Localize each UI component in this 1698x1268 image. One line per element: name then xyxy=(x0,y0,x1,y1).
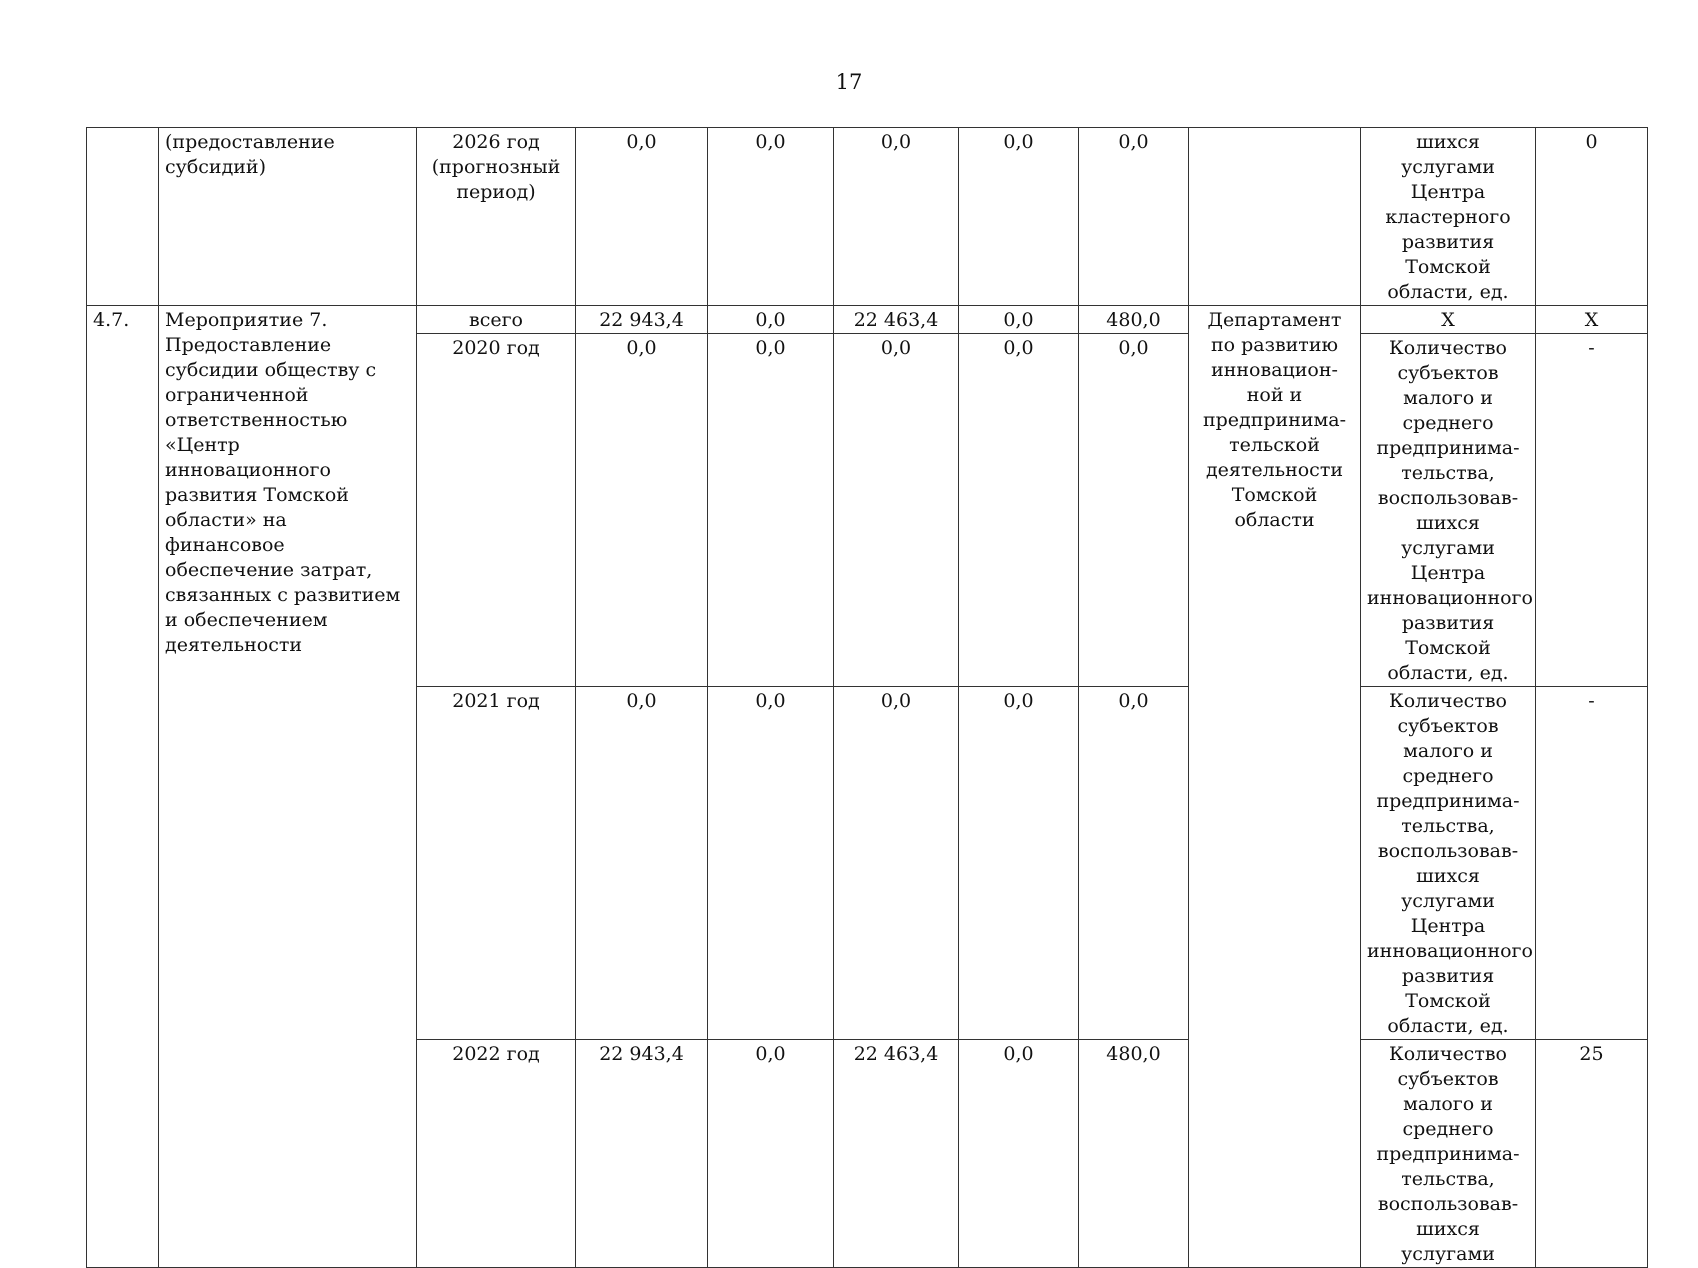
value-cell: 0,0 xyxy=(1079,128,1189,306)
indicator-cell: шихся услугами Центра кластерного развития Томской области, ед. xyxy=(1361,128,1536,306)
period-cell: 2020 год xyxy=(417,334,576,687)
indicator-cell: Количество субъектов малого и среднего предпринима-тельства, воспользовав-шихся услугами Центра инновационного развития Томской области, ед. xyxy=(1361,334,1536,687)
indicator-cell: Количество субъектов малого и среднего предпринима-тельства, воспользовав-шихся услугами Центра инновационного развития Томской области, ед. xyxy=(1361,687,1536,1040)
target-value-cell: X xyxy=(1536,306,1648,334)
executor-cell: Департамент по развитию инновацион-ной и предпринима-тельской деятельности Томской области xyxy=(1189,306,1361,1268)
value-cell: 22 463,4 xyxy=(834,1040,959,1268)
value-cell: 0,0 xyxy=(708,687,834,1040)
indicator-cell: X xyxy=(1361,306,1536,334)
value-cell: 0,0 xyxy=(576,334,708,687)
page-number: 17 xyxy=(835,70,863,94)
value-cell: 22 463,4 xyxy=(834,306,959,334)
value-cell: 0,0 xyxy=(576,687,708,1040)
value-cell: 0,0 xyxy=(708,306,834,334)
value-cell: 22 943,4 xyxy=(576,1040,708,1268)
target-value-cell: - xyxy=(1536,334,1648,687)
table-row xyxy=(87,128,1648,306)
period-cell: 2022 год xyxy=(417,1040,576,1268)
value-cell: 0,0 xyxy=(959,306,1079,334)
target-value-cell: - xyxy=(1536,687,1648,1040)
executor-cell xyxy=(1189,128,1361,306)
value-cell: 0,0 xyxy=(708,1040,834,1268)
value-cell: 0,0 xyxy=(834,687,959,1040)
period-cell: 2021 год xyxy=(417,687,576,1040)
value-cell: 0,0 xyxy=(834,334,959,687)
row-number-cell xyxy=(87,128,159,306)
value-cell: 0,0 xyxy=(959,128,1079,306)
row-number-cell: 4.7. xyxy=(87,306,159,1268)
value-cell: 22 943,4 xyxy=(576,306,708,334)
target-value-cell: 25 xyxy=(1536,1040,1648,1268)
value-cell: 0,0 xyxy=(959,687,1079,1040)
program-activities-table xyxy=(86,127,1648,1268)
target-value-cell: 0 xyxy=(1536,128,1648,306)
value-cell: 0,0 xyxy=(576,128,708,306)
value-cell: 0,0 xyxy=(708,334,834,687)
period-cell: всего xyxy=(417,306,576,334)
value-cell: 0,0 xyxy=(1079,334,1189,687)
period-cell: 2026 год (прогнозный период) xyxy=(417,128,576,306)
activity-name-cell: Мероприятие 7. Предоставление субсидии обществу с ограниченной ответственностью «Центр инновационного развития Томской области» на финансовое обеспечение затрат, связанных с развитием и обеспечением деятельности xyxy=(159,306,417,1268)
value-cell: 0,0 xyxy=(959,334,1079,687)
activity-name-cell: (предоставление субсидий) xyxy=(159,128,417,306)
indicator-cell: Количество субъектов малого и среднего предпринима-тельства, воспользовав-шихся услугами xyxy=(1361,1040,1536,1268)
value-cell: 480,0 xyxy=(1079,306,1189,334)
value-cell: 0,0 xyxy=(834,128,959,306)
value-cell: 480,0 xyxy=(1079,1040,1189,1268)
value-cell: 0,0 xyxy=(959,1040,1079,1268)
value-cell: 0,0 xyxy=(1079,687,1189,1040)
value-cell: 0,0 xyxy=(708,128,834,306)
table-row xyxy=(87,306,1648,334)
